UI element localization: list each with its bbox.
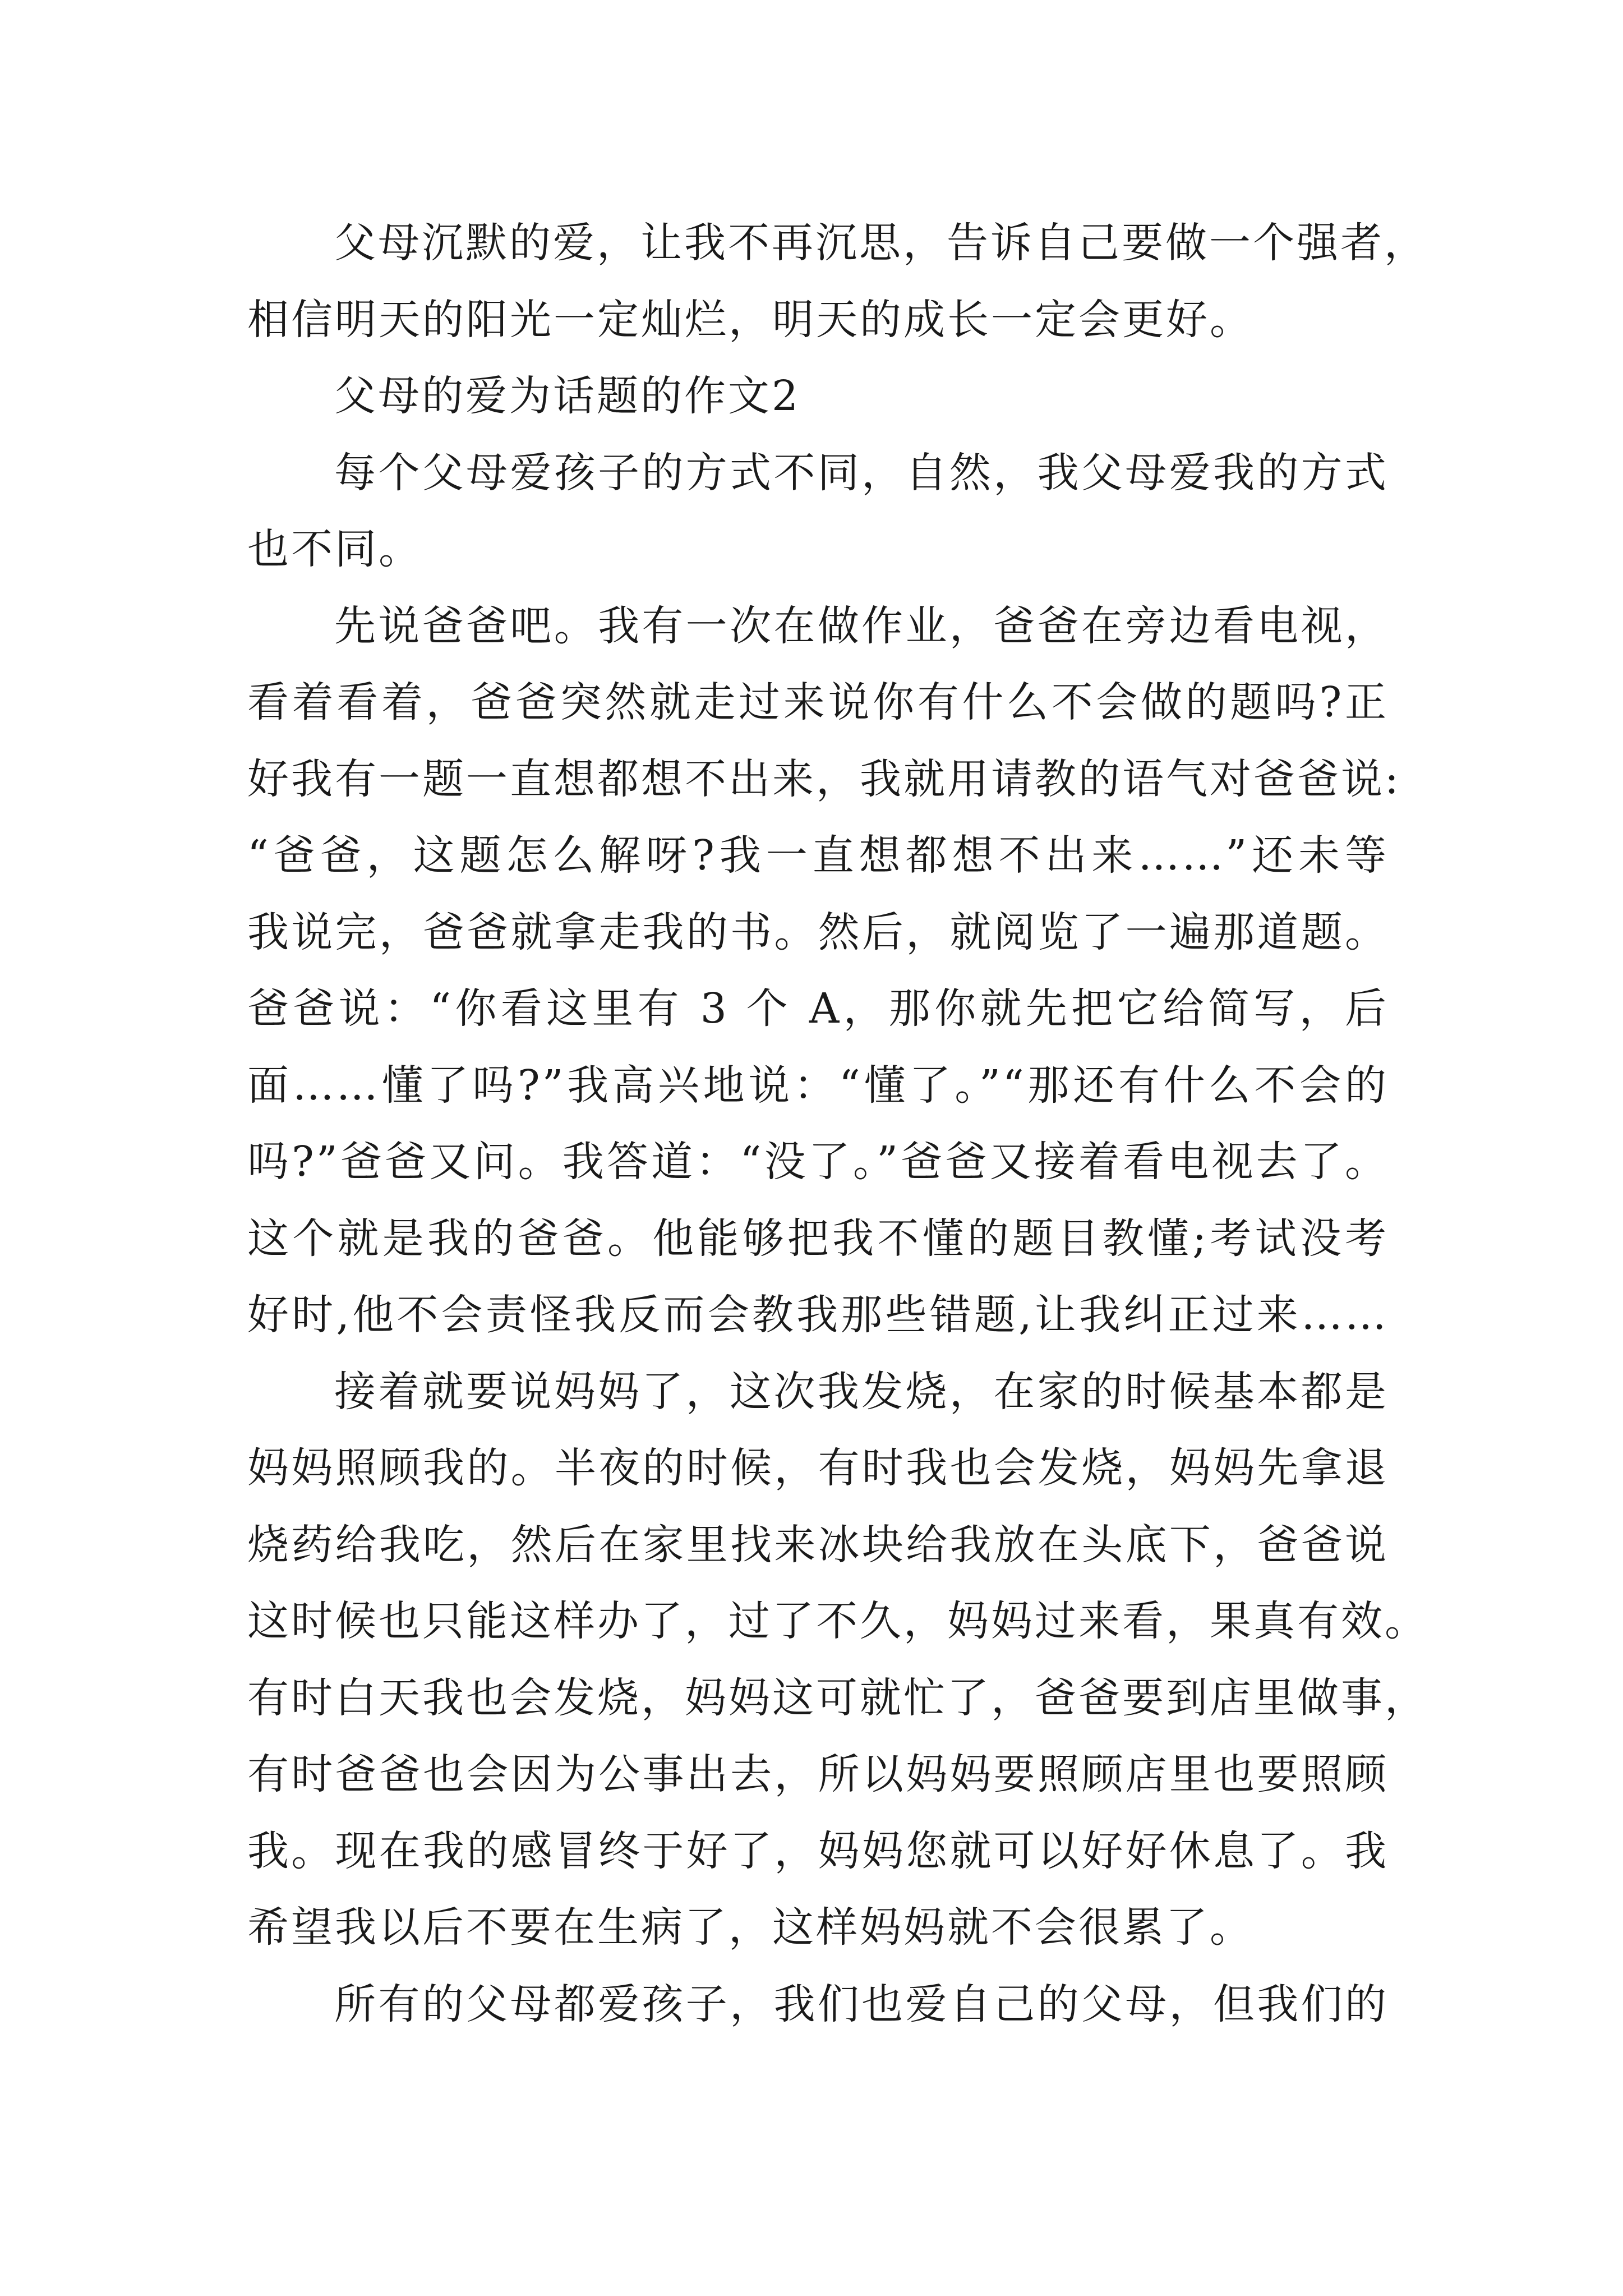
text-line: 也不同。	[247, 525, 422, 573]
text-line: 好我有一题一直想都想不出来，我就用请教的语气对爸爸说:	[247, 754, 1401, 803]
text-line: 希望我以后不要在生病了，这样妈妈就不会很累了。	[247, 1903, 1253, 1952]
article-body	[247, 205, 1428, 2042]
text-line: 所有的父母都爱孩子，我们也爱自己的父母，但我们的	[334, 1980, 1389, 2028]
text-line: “爸爸，这题怎么解呀?我一直想都想不出来……”还未等	[247, 831, 1389, 880]
text-line: 这时候也只能这样办了，过了不久，妈妈过来看，果真有效。	[247, 1597, 1428, 1645]
text-line: 看着看着，爸爸突然就走过来说你有什么不会做的题吗?正	[247, 678, 1389, 726]
text-line: 每个父母爱孩子的方式不同，自然，我父母爱我的方式	[334, 448, 1389, 497]
text-line: 我说完，爸爸就拿走我的书。然后，就阅览了一遍那道题。	[247, 908, 1389, 956]
text-line: 先说爸爸吧。我有一次在做作业，爸爸在旁边看电视，	[334, 601, 1389, 650]
text-line: 烧药给我吃，然后在家里找来冰块给我放在头底下，爸爸说	[247, 1520, 1389, 1569]
text-line: 父母的爱为话题的作文2	[334, 372, 801, 420]
text-line: 父母沉默的爱，让我不再沉思，告诉自己要做一个强者，	[334, 219, 1428, 267]
text-line: 有时白天我也会发烧，妈妈这可就忙了，爸爸要到店里做事，	[247, 1673, 1428, 1722]
text-line: 妈妈照顾我的。半夜的时候，有时我也会发烧，妈妈先拿退	[247, 1444, 1389, 1492]
text-line: 面……懂了吗?”我高兴地说：“懂了。”“那还有什么不会的	[247, 1061, 1389, 1110]
text-line: 好时,他不会责怪我反而会教我那些错题,让我纠正过来……	[247, 1291, 1389, 1339]
text-line: 相信明天的阳光一定灿烂，明天的成长一定会更好。	[247, 295, 1253, 344]
text-line: 接着就要说妈妈了，这次我发烧，在家的时候基本都是	[334, 1367, 1389, 1416]
text-line: 吗?”爸爸又问。我答道：“没了。”爸爸又接着看电视去了。	[247, 1138, 1389, 1186]
text-line: 爸爸说：“你看这里有 3 个 A，那你就先把它给简写，后	[247, 984, 1389, 1033]
text-line: 我。现在我的感冒终于好了，妈妈您就可以好好休息了。我	[247, 1826, 1389, 1875]
text-line: 有时爸爸也会因为公事出去，所以妈妈要照顾店里也要照顾	[247, 1750, 1389, 1798]
text-line: 这个就是我的爸爸。他能够把我不懂的题目教懂;考试没考	[247, 1214, 1389, 1263]
